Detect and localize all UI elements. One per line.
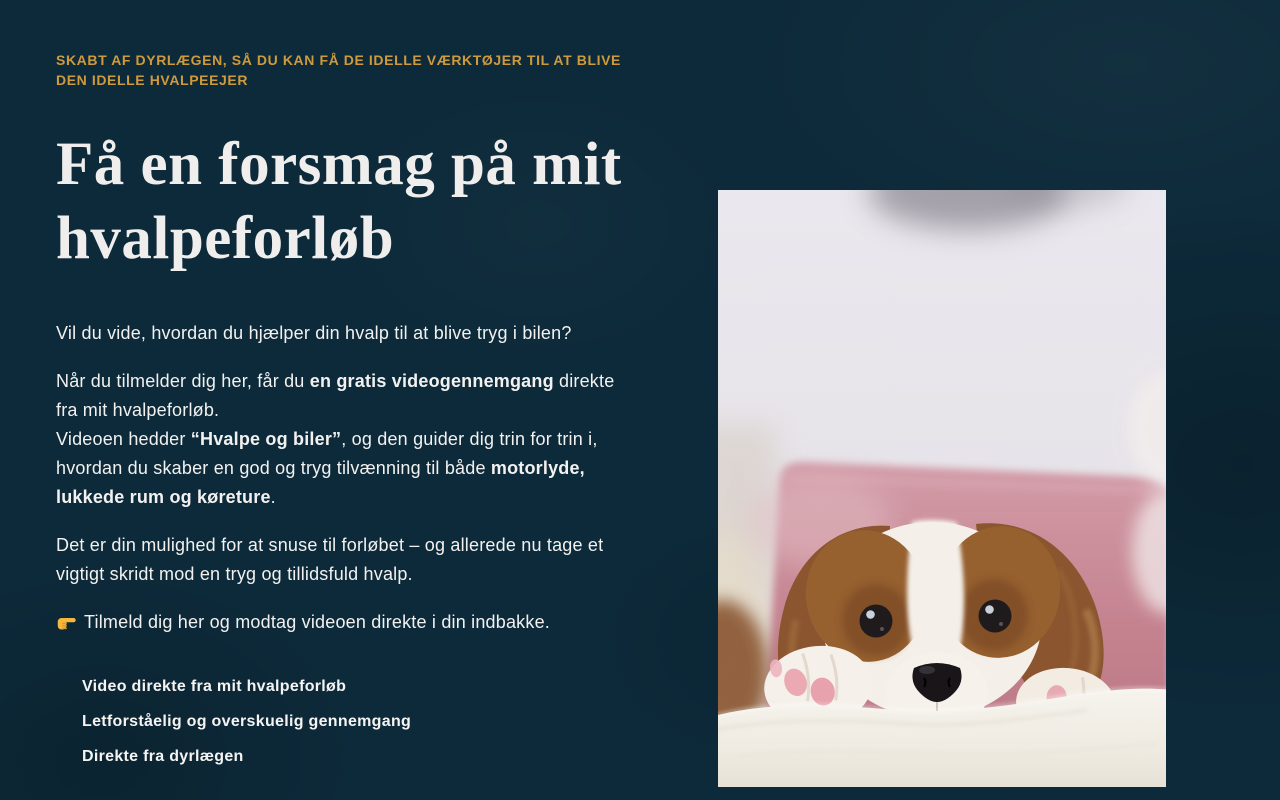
paragraph	[56, 319, 626, 348]
text-run: , og den guider dig trin for trin i, hvordan du skaber en god og tryg tilvænning til både	[56, 429, 598, 478]
text-run: motorlyde, lukkede rum og køreture	[56, 458, 585, 507]
paragraph	[56, 531, 626, 589]
hero-content	[56, 50, 696, 781]
text-run: Det er din mulighed for at snuse til forløbet – og allerede nu tage et vigtigt skridt mod en tryg og tillidsfuld hvalp.	[56, 535, 604, 584]
list-item: Direkte fra dyrlægen	[82, 748, 244, 765]
paragraph	[56, 608, 626, 637]
list-item: Letforståelig og overskuelig gennemgang	[82, 713, 412, 730]
eyebrow-text: SKABT AF DYRLÆGEN, SÅ DU KAN FÅ DE IDELLE VÆRKTØJER TIL AT BLIVE DEN IDELLE HVALPEEJER	[56, 52, 621, 88]
pointing-right-icon	[56, 608, 77, 637]
puppy-photo	[718, 190, 1166, 787]
list-item: Video direkte fra mit hvalpeforløb	[82, 678, 347, 695]
text-run: Videoen hedder	[56, 429, 191, 449]
text-run: .	[270, 487, 276, 507]
text-run: en gratis videogennemgang	[309, 371, 554, 391]
text-run: “Hvalpe og biler”	[190, 429, 342, 449]
paragraph	[56, 367, 626, 512]
text-run: Vil du vide, hvordan du hjælper din hvalp til at blive tryg i bilen?	[56, 323, 572, 343]
text-run: Tilmeld dig her og modtag videoen direkte i din indbakke.	[84, 612, 550, 632]
benefits-list	[56, 676, 696, 767]
page-title: Få en forsmag på mit hvalpeforløb	[56, 131, 622, 272]
intro-paragraphs	[56, 319, 696, 637]
text-run: Når du tilmelder dig her, får du	[56, 371, 310, 391]
text-run: direkte fra mit hvalpeforløb.	[56, 371, 615, 420]
puppy-photo-illustration	[718, 190, 1166, 787]
